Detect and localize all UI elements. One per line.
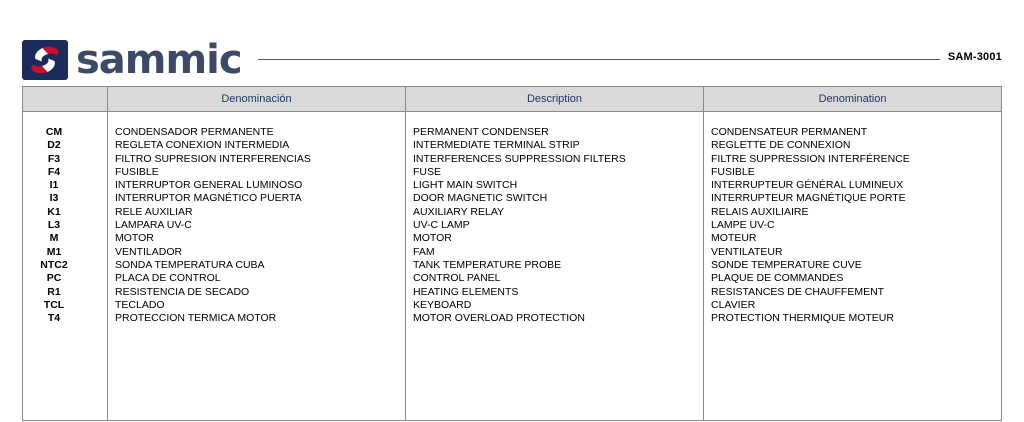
cell-description: DOOR MAGNETIC SWITCH bbox=[413, 192, 548, 205]
cell-denomination: INTERRUPTEUR GÉNÉRAL LUMINEUX bbox=[711, 179, 904, 192]
column-header-description: Description bbox=[405, 87, 703, 111]
cell-description: CONTROL PANEL bbox=[413, 272, 501, 285]
cell-code: K1 bbox=[47, 205, 61, 218]
column-header-denominacion: Denominación bbox=[107, 87, 405, 111]
table-header-row bbox=[23, 87, 1001, 112]
cell-denomination: FILTRE SUPPRESSION INTERFÉRENCE bbox=[711, 152, 910, 165]
header-divider bbox=[258, 59, 1002, 60]
cell-denominacion: VENTILADOR bbox=[115, 245, 183, 258]
cell-code: R1 bbox=[47, 285, 61, 298]
cell-code: TCL bbox=[43, 298, 65, 311]
cell-description: AUXILIARY RELAY bbox=[413, 205, 505, 218]
cell-denomination: CLAVIER bbox=[711, 298, 756, 311]
cell-description: FUSE bbox=[413, 165, 442, 178]
cell-description: FAM bbox=[413, 245, 435, 258]
cell-description: INTERMEDIATE TERMINAL STRIP bbox=[413, 139, 580, 152]
cell-denominacion: RESISTENCIA DE SECADO bbox=[115, 285, 250, 298]
column-code bbox=[23, 112, 107, 420]
column-fr bbox=[703, 112, 1001, 420]
column-en bbox=[405, 112, 703, 420]
cell-code: I1 bbox=[49, 179, 59, 192]
cell-description: KEYBOARD bbox=[413, 298, 472, 311]
cell-description: LIGHT MAIN SWITCH bbox=[413, 179, 518, 192]
cell-denominacion: REGLETA CONEXION INTERMEDIA bbox=[115, 139, 290, 152]
cell-denominacion: CONDENSADOR PERMANENTE bbox=[115, 126, 274, 138]
cell-code: T4 bbox=[47, 312, 61, 325]
table-body bbox=[23, 112, 1001, 420]
cell-denomination: REGLETTE DE CONNEXION bbox=[711, 139, 851, 152]
cell-denomination: PROTECTION THERMIQUE MOTEUR bbox=[711, 312, 894, 325]
cell-description: UV-C LAMP bbox=[413, 219, 470, 232]
cell-denominacion: FUSIBLE bbox=[115, 165, 159, 178]
cell-denominacion: TECLADO bbox=[115, 298, 165, 311]
cell-description: MOTOR OVERLOAD PROTECTION bbox=[413, 312, 585, 325]
sammic-s-logo-icon bbox=[22, 40, 68, 80]
cell-code: CM bbox=[45, 126, 63, 138]
cell-denomination: CONDENSATEUR PERMANENT bbox=[711, 126, 868, 138]
cell-code: F4 bbox=[47, 165, 61, 178]
column-header-code bbox=[23, 87, 107, 111]
cell-denominacion: PLACA DE CONTROL bbox=[115, 272, 221, 285]
cell-code: M1 bbox=[46, 245, 62, 258]
cell-code: F3 bbox=[47, 152, 61, 165]
cell-description: TANK TEMPERATURE PROBE bbox=[413, 258, 562, 271]
cell-description: INTERFERENCES SUPPRESSION FILTERS bbox=[413, 152, 626, 165]
cell-description: PERMANENT CONDENSER bbox=[413, 126, 549, 138]
cell-description: MOTOR bbox=[413, 232, 452, 245]
document-header bbox=[0, 0, 1024, 82]
column-header-denomination: Denomination bbox=[703, 87, 1001, 111]
cell-denomination: PLAQUE DE COMMANDES bbox=[711, 272, 844, 285]
cell-denominacion: SONDA TEMPERATURA CUBA bbox=[115, 258, 265, 271]
brand-logo bbox=[22, 38, 242, 82]
component-legend-table bbox=[22, 86, 1002, 421]
brand-wordmark: sammic bbox=[76, 37, 242, 83]
cell-denomination: RELAIS AUXILIAIRE bbox=[711, 205, 809, 218]
cell-denomination: VENTILATEUR bbox=[711, 245, 783, 258]
model-code: SAM-3001 bbox=[940, 51, 1002, 63]
cell-denomination: LAMPE UV-C bbox=[711, 219, 775, 232]
cell-code: M bbox=[49, 232, 59, 245]
column-es bbox=[107, 112, 405, 420]
cell-denominacion: INTERRUPTOR MAGNÉTICO PUERTA bbox=[115, 192, 302, 205]
cell-code: NTC2 bbox=[40, 258, 68, 271]
cell-denominacion: PROTECCION TERMICA MOTOR bbox=[115, 312, 277, 325]
cell-denomination: FUSIBLE bbox=[711, 165, 755, 178]
cell-denominacion: MOTOR bbox=[115, 232, 154, 245]
cell-denomination: SONDE TEMPERATURE CUVE bbox=[711, 258, 862, 271]
cell-description: HEATING ELEMENTS bbox=[413, 285, 519, 298]
cell-code: PC bbox=[46, 272, 62, 285]
cell-denomination: RESISTANCES DE CHAUFFEMENT bbox=[711, 285, 885, 298]
cell-denomination: INTERRUPTEUR MAGNÉTIQUE PORTE bbox=[711, 192, 906, 205]
cell-denominacion: INTERRUPTOR GENERAL LUMINOSO bbox=[115, 179, 303, 192]
cell-denomination: MOTEUR bbox=[711, 232, 757, 245]
cell-denominacion: LAMPARA UV-C bbox=[115, 219, 192, 232]
cell-denominacion: RELE AUXILIAR bbox=[115, 205, 193, 218]
cell-code: I3 bbox=[49, 192, 59, 205]
cell-denominacion: FILTRO SUPRESION INTERFERENCIAS bbox=[115, 152, 311, 165]
cell-code: D2 bbox=[47, 139, 61, 152]
cell-code: L3 bbox=[47, 219, 61, 232]
